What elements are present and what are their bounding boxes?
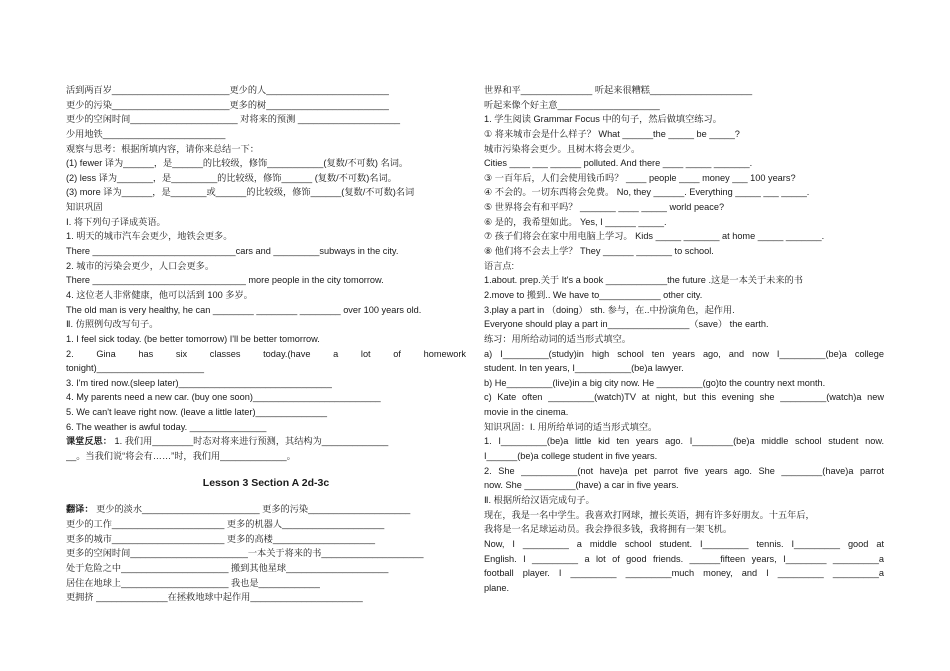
left-line: There ______________________________ more people in the city tomorrow.	[66, 275, 384, 286]
right-column	[484, 83, 884, 595]
right-line: 3.play a part in （doing） sth. 参与，在..中扮演角色，起作用.	[484, 304, 735, 315]
right-line: 世界和平______________ 听起来很糟糕____________________	[484, 85, 753, 95]
right-line: 城市污染将会更少。且树木将会更少。	[484, 143, 641, 154]
left-line	[66, 464, 466, 476]
right-line: Now, I _________ a middle school student. I_________ tennis. I_________ good at	[484, 538, 884, 549]
left-line: 居住在地球上_____________________ 我也是____________	[66, 577, 320, 588]
right-line: 2. She ___________(not have)a pet parrot five years ago. She ________(have)a parrot	[484, 465, 884, 476]
right-line: ③ 一百年后，人们会使用钱币吗？ ____ people ____ money ___ 100 years?	[484, 172, 796, 183]
right-line: English. I _________ a lot of good friends. ______fifteen years, I________ _________a	[484, 553, 884, 564]
right-line: ⑧ 他们将不会去上学？ They ______ _______ to school.	[484, 246, 714, 257]
left-line: 更多的城市______________________ 更多的高楼____________________	[66, 533, 376, 544]
left-line: Ⅰ. 将下列句子译成英语。	[66, 216, 166, 227]
right-line: 1. I_________(be)a little kid ten years ago. I________(be)a middle school student now.	[484, 436, 884, 447]
left-line: 更少的空闲时间_____________________ 对将来的预测 ____________________	[66, 114, 401, 125]
right-line: 我将是一名足球运动员。我会挣很多钱，我将拥有一架飞机。	[484, 524, 733, 535]
left-line: 更少的工作______________________ 更多的机器人____________________	[66, 518, 385, 529]
left-line: The old man is very healthy, he can ________ ________ ________ over 100 years old.	[66, 304, 422, 315]
left-line: tonight)_____________________	[66, 363, 204, 374]
left-line: 处于危险之中_____________________ 搬到其他星球____________________	[66, 562, 389, 573]
left-line: 1. I feel sick today. (be better tomorrow) I'll be better tomorrow.	[66, 333, 320, 344]
right-line: 知识巩固：Ⅰ. 用所给单词的适当形式填空。	[484, 421, 658, 432]
left-line	[66, 490, 466, 502]
left-line: 知识巩固	[66, 202, 103, 213]
right-line: ⑦ 孩子们将会在家中用电脑上学习。 Kids _____ _______ at home _____ _______.	[484, 231, 825, 242]
left-line: 2. 城市的污染会更少，人口会更多。	[66, 260, 215, 271]
right-line: ① 将来城市会是什么样子？ What ______the _____ be _____?	[484, 128, 740, 139]
left-line: 更少的污染_______________________更多的树________________________	[66, 99, 389, 110]
right-line: student. In ten years, I___________(be)a lawyer.	[484, 363, 684, 374]
right-line: c) Kate often _________(watch)TV at night, but this evening she _________(watch)a new	[484, 392, 884, 403]
left-line: 1. 明天的城市汽车会更少，地铁会更多。	[66, 231, 233, 242]
right-line: Everyone should play a part in________________（save） the earth.	[484, 319, 769, 330]
left-line: 2. Gina has six classes today.(have a lot of homework	[66, 348, 466, 359]
right-line: a) I_________(study)in high school ten years ago, and now I_________(be)a college	[484, 348, 884, 359]
left-line: 观察与思考：根据所填内容，请你来总结一下：	[66, 143, 259, 154]
left-line: Ⅱ. 仿照例句改写句子。	[66, 319, 159, 330]
right-line: football player. I _________ _________much money, and I _________ _________a	[484, 568, 884, 579]
left-line: Lesson 3 Section A 2d-3c	[202, 476, 330, 489]
left-line: __。当我们说“将会有……”时，我们用_____________。	[66, 451, 296, 462]
left-line: 6. The weather is awful today. _______________	[66, 421, 267, 432]
right-line: Ⅱ. 根据所给汉语完成句子。	[484, 494, 595, 505]
right-line: plane.	[484, 582, 510, 593]
right-line: I______(be)a college student in five years.	[484, 451, 658, 462]
left-line: 更多的空闲时间_______________________一本关于将来的书____________________	[66, 548, 424, 559]
right-line: ④ 不会的。一切东西将会免费。 No, they ______. Everything _____ ___ _____.	[484, 187, 810, 198]
right-line: 听起来像个好主意____________________	[484, 99, 660, 110]
left-line: (3) more 译为______，是_______或______的比较级，修饰______(复数/不可数)名词	[66, 187, 415, 198]
left-line: (1) fewer 译为______，是______的比较级，修饰___________(复数/不可数) 名词。	[66, 158, 409, 169]
left-line: (2) less 译为_______，是_________的比较级，修饰______ (复数/不可数)名词。	[66, 172, 397, 183]
left-line: 少用地铁________________________	[66, 128, 226, 139]
right-line: 1.about. prep.关于 It's a book ____________the future .这是一本关于未来的书	[484, 275, 803, 286]
left-line: 3. I'm tired now.(sleep later)______________________________	[66, 377, 332, 388]
left-line: 4. 这位老人非常健康，他可以活到 100 多岁。	[66, 289, 253, 300]
right-line: 2.move to 搬到.. We have to____________ other city.	[484, 289, 703, 300]
right-line: now. She __________(have) a car in five years.	[484, 480, 679, 491]
left-line: 4. My parents need a new car. (buy one soon)_________________________	[66, 392, 381, 403]
left-line: There ____________________________cars and _________subways in the city.	[66, 246, 399, 257]
right-line: b) He_________(live)in a big city now. He _________(go)to the country next month.	[484, 377, 826, 388]
right-line: 1. 学生阅读 Grammar Focus 中的句子，然后做填空练习。	[484, 114, 722, 125]
left-line: 翻译： 更少的淡水_______________________ 更多的污染____________________	[66, 504, 411, 515]
left-line: 更拥挤 ______________在拯救地球中起作用______________________	[66, 592, 363, 603]
left-line: 活到两百岁_______________________更少的人________________________	[66, 85, 389, 95]
right-line: 练习：用所给动词的适当形式填空。	[484, 333, 631, 344]
left-line: 课堂反思： 1. 我们用________时态对将来进行预测，其结构为_____________	[66, 436, 389, 447]
left-line: 5. We can't leave right now. (leave a little later)______________	[66, 407, 328, 418]
right-line: movie in the cinema.	[484, 407, 569, 418]
right-line: ⑤ 世界将会有和平吗？ _______ ____ _____ world peace?	[484, 202, 725, 213]
right-line: 现在，我是一名中学生。我喜欢打网球，擅长英语，拥有许多好朋友。十五年后，	[484, 509, 815, 520]
left-column	[66, 83, 466, 605]
right-line: ⑥ 是的，我希望如此。 Yes, I ______ _____.	[484, 216, 667, 227]
right-line: Cities ____ ___ ______ polluted. And there ____ _____ _______.	[484, 158, 753, 169]
right-line: 语言点:	[484, 260, 515, 271]
